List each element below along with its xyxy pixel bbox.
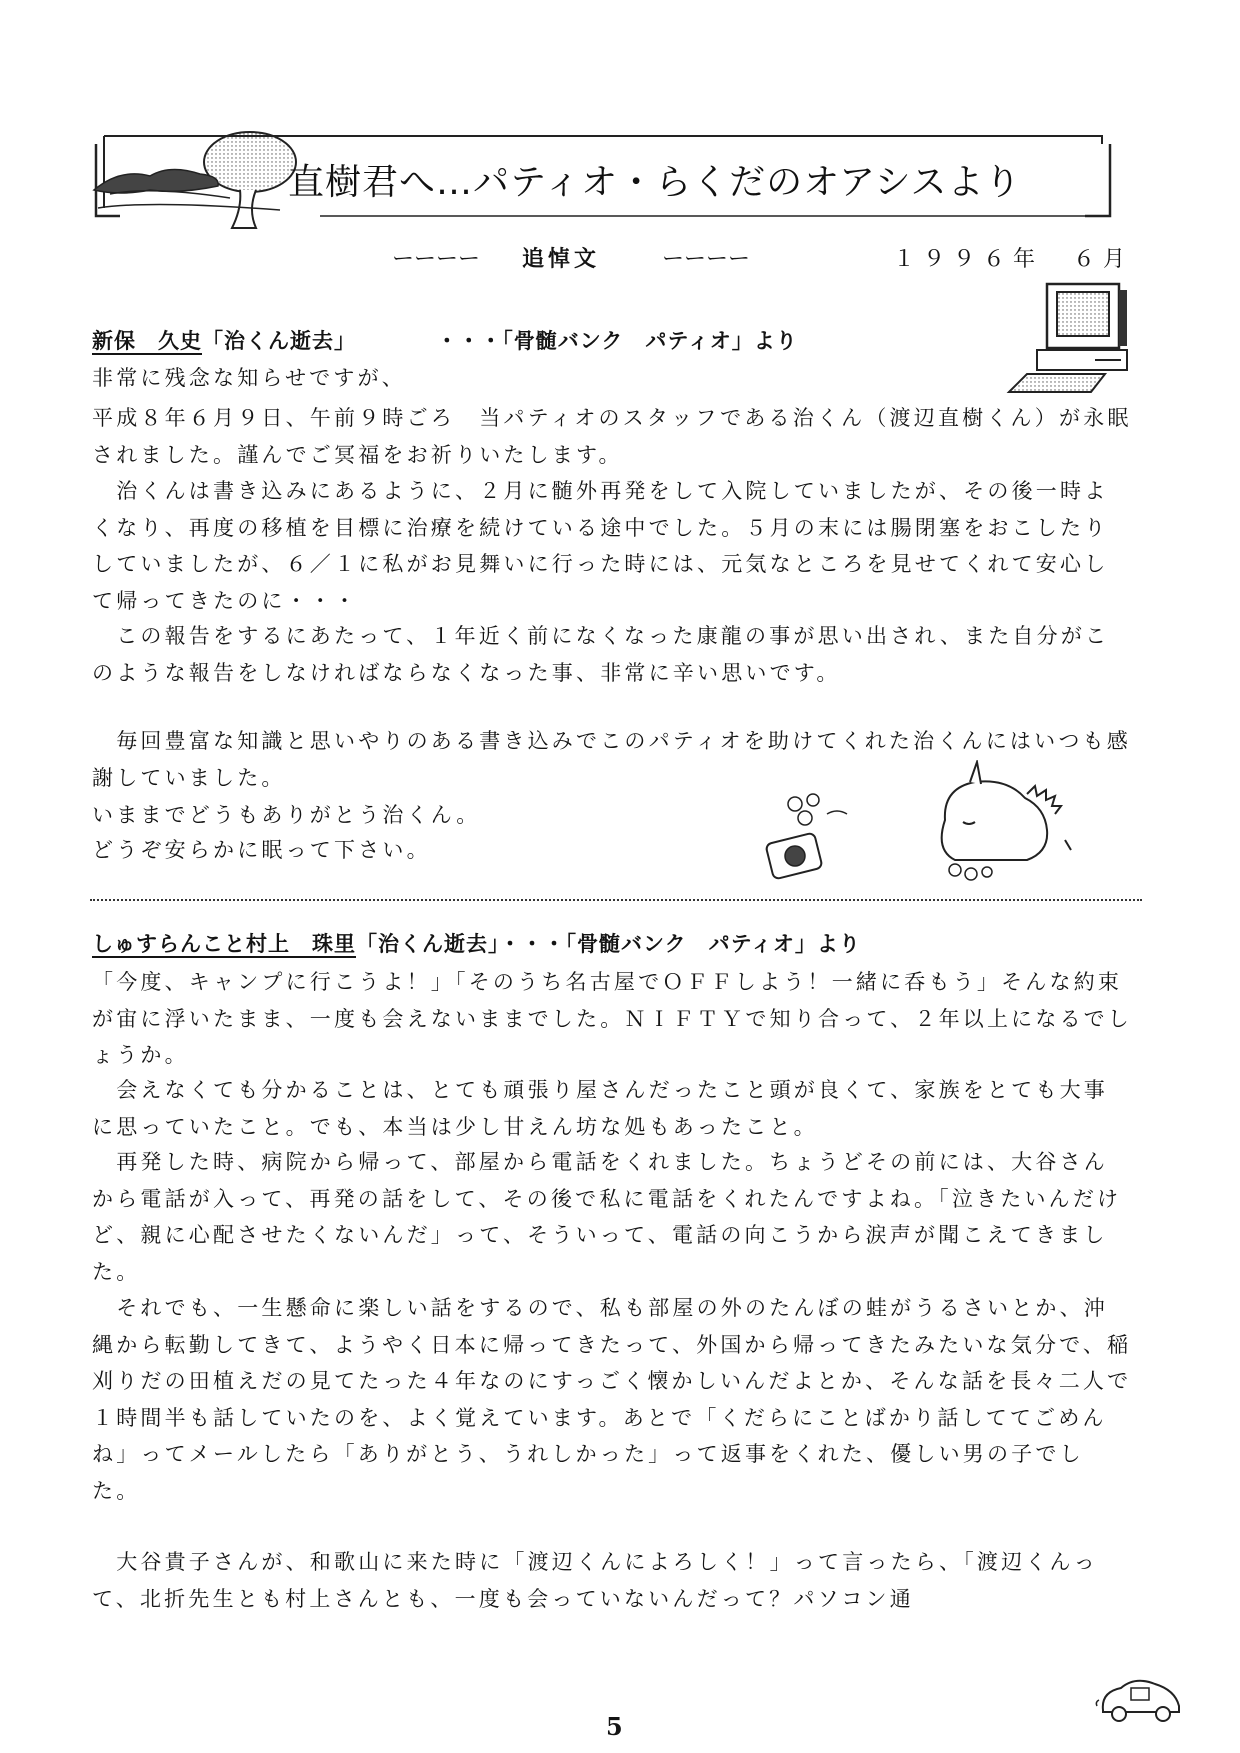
section1-paragraph: 平成８年６月９日、午前９時ごろ 当パティオのスタッフである治くん（渡辺直樹くん）が永眠されました。謹んでご冥福をお祈りいたします。 xyxy=(92,406,1132,467)
section2-author: しゅすらんこと村上 珠里 xyxy=(92,932,356,956)
section-divider xyxy=(90,899,1142,901)
page-title: 直樹君へ…パティオ・らくだのオアシスより xyxy=(288,162,1022,203)
section1-title: 「治くん逝去」 xyxy=(202,329,356,353)
page-number: 5 xyxy=(606,1712,623,1741)
music-box-icon xyxy=(755,786,865,886)
section2-source: ・・・「骨髄バンク パティオ」より xyxy=(499,932,861,956)
unicorn-icon xyxy=(915,760,1075,890)
tree-icon xyxy=(90,128,300,238)
section2-paragraph: 会えなくても分かることは、とても頑張り屋さんだったこと頭が良くて、家族をとても大事に思っていたこと。でも、本当は少し甘えん坊な処もあったこと。 xyxy=(92,1078,1108,1139)
section1-source: ・・・「骨髄バンク パティオ」より xyxy=(436,329,798,353)
section1-author: 新保 久史 xyxy=(92,329,202,353)
section1-paragraph: 毎回豊富な知識と思いやりのある書き込みでこのパティオを助けてくれた治くんにはいつも感謝していました。 xyxy=(92,729,1131,790)
car-icon xyxy=(1095,1672,1187,1727)
subheader-date: １９９６年 ６月 xyxy=(893,247,1134,272)
subheader-dash-left: ーーーー xyxy=(392,247,481,272)
section1-paragraph: いままでどうもありがとう治くん。 xyxy=(92,803,481,827)
section1-heading xyxy=(92,325,798,355)
section1-paragraph: この報告をするにあたって、１年近く前になくなった康龍の事が思い出され、また自分がこのような報告をしなければならなくなった事、非常に辛い思いです。 xyxy=(92,624,1110,685)
section2-paragraph: 「今度、キャンプに行こうよ！」「そのうち名古屋でＯＦＦしよう！一緒に呑もう」そんな約束が宙に浮いたまま、一度も会えないままでした。ＮＩＦＴＹで知り合って、２年以上になるでしょうか。 xyxy=(92,970,1132,1067)
section2-paragraph: 再発した時、病院から帰って、部屋から電話をくれました。ちょうどその前には、大谷さんから電話が入って、再発の話をして、その後で私に電話をくれたんですよね。「泣きたいんだけど、親に心配させたくないんだ」って、そういって、電話の向こうから涙声が聞こえてきました。 xyxy=(92,1150,1122,1284)
subheader xyxy=(0,242,1240,276)
section1-paragraph: 治くんは書き込みにあるように、２月に髄外再発をして入院していましたが、その後一時よくなり、再度の移植を目標に治療を続けている途中でした。５月の末には腸閉塞をおこしたりしていましたが、６／１に私がお見舞いに行った時には、元気なところを見せてくれて安心して帰ってきたのに・・・ xyxy=(92,479,1109,613)
subheader-title: 追悼文 xyxy=(522,247,601,272)
section2-paragraph: 大谷貴子さんが、和歌山に来た時に「渡辺くんによろしく！」って言ったら、「渡辺くんって、北折先生とも村上さんとも、一度も会っていないんだって？パソコン通 xyxy=(92,1550,1098,1611)
section1-paragraph: 非常に残念な知らせですが、 xyxy=(92,366,406,390)
section2-paragraph: それでも、一生懸命に楽しい話をするので、私も部屋の外のたんぼの蛙がうるさいとか、沖縄から転勤してきて、ようやく日本に帰ってきたって、外国から帰ってきたみたいな気分で、稲刈りだの田植えだの見てたった４年なのにすっごく懐かしいんだよとか、そんな話を長々二人で１時間半も話していたのを、よく覚えています。あとで「くだらにことばかり話しててごめんね」ってメールしたら「ありがとう、うれしかった」って返事をくれた、優しい男の子でした。 xyxy=(92,1296,1132,1503)
section2-title: 「治くん逝去」 xyxy=(356,932,500,956)
section2-heading xyxy=(92,928,861,958)
section1-paragraph: どうぞ安らかに眠って下さい。 xyxy=(92,838,431,862)
subheader-dash-right: ーーーー xyxy=(662,247,751,272)
